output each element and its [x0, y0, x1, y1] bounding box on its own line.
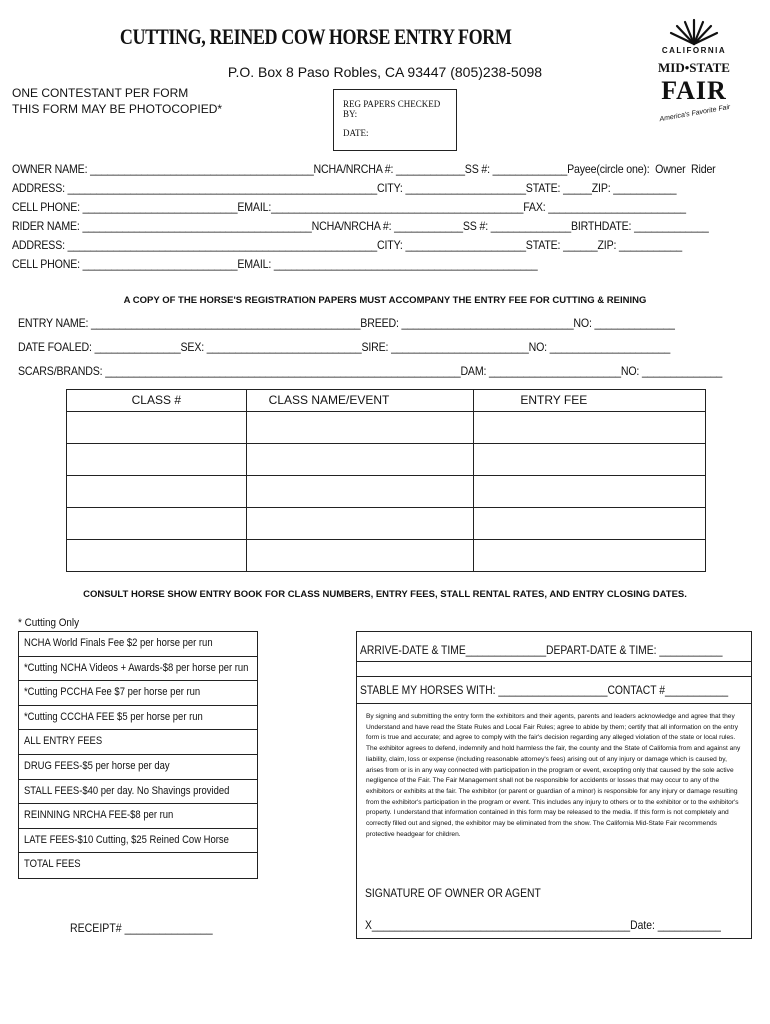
- fee-item[interactable]: [19, 706, 257, 731]
- arrive-depart-label: ARRIVE-DATE & TIME______________DEPART-DATE & TIME: ___________: [360, 643, 723, 657]
- class-name-cell[interactable]: [246, 444, 474, 476]
- fees-box: [18, 631, 258, 879]
- fee-item[interactable]: [19, 829, 257, 854]
- class-name-header: CLASS NAME/EVENT: [246, 390, 474, 412]
- fee-label: *Cutting PCCHA Fee $7 per horse per run: [24, 686, 201, 699]
- signature-line[interactable]: X_____________________________________________Date: ___________: [365, 918, 721, 932]
- fee-label: LATE FEES-$10 Cutting, $25 Reined Cow Horse: [24, 833, 229, 846]
- class-name-cell[interactable]: [246, 540, 474, 572]
- stable-contact-label: STABLE MY HORSES WITH: ___________________CONTACT #___________: [360, 683, 729, 697]
- entry-fee-cell[interactable]: [474, 476, 706, 508]
- consult-entry-book-notice: CONSULT HORSE SHOW ENTRY BOOK FOR CLASS NUMBERS, ENTRY FEES, STALL RENTAL RATES, AND ENTRY CLOSING DATES.: [83, 589, 687, 600]
- fee-label: *Cutting NCHA Videos + Awards-$8 per horse per run: [24, 661, 249, 674]
- class-number-cell[interactable]: [67, 412, 247, 444]
- class-name-cell[interactable]: [246, 412, 474, 444]
- table-row[interactable]: [67, 508, 706, 540]
- rider-name-line[interactable]: RIDER NAME: ________________________________________NCHA/NRCHA #: ____________SS #: ______________BIRTHDATE: _____________: [12, 219, 709, 233]
- entry-fee-header: ENTRY FEE: [474, 390, 706, 412]
- class-name-cell[interactable]: [246, 508, 474, 540]
- fee-item[interactable]: [19, 755, 257, 780]
- fee-label: ALL ENTRY FEES: [24, 735, 103, 748]
- class-number-cell[interactable]: [67, 476, 247, 508]
- owner-address-line[interactable]: ADDRESS: ______________________________________________________CITY: _____________________STATE: _____ZIP: ___________: [12, 181, 677, 195]
- rider-phone-line[interactable]: CELL PHONE: ___________________________EMAIL: ______________________________________________: [12, 257, 538, 271]
- fee-label: STALL FEES-$40 per day. No Shavings provided: [24, 784, 230, 797]
- one-contestant-note: ONE CONTESTANT PER FORM: [12, 86, 189, 100]
- form-title: CUTTING, REINED COW HORSE ENTRY FORM: [119, 24, 512, 49]
- logo-mid-state: MID•STATE: [658, 60, 730, 75]
- table-row[interactable]: [67, 444, 706, 476]
- entry-name-line[interactable]: ENTRY NAME: _______________________________________________BREED: ______________________________NO: ______________: [18, 316, 675, 330]
- class-number-cell[interactable]: [67, 540, 247, 572]
- fee-label: *Cutting CCCHA FEE $5 per horse per run: [24, 710, 203, 723]
- signature-label: SIGNATURE OF OWNER OR AGENT: [365, 888, 541, 900]
- class-number-header: CLASS #: [67, 390, 247, 412]
- table-header-row: [67, 390, 706, 412]
- photocopy-note: THIS FORM MAY BE PHOTOCOPIED*: [12, 102, 223, 116]
- logo-fair: FAIR: [661, 76, 727, 105]
- liability-agreement-text: By signing and submitting the entry form the exhibitors and their agents, parents and leaders acknowledge and agree that they Understand and have read the State Rules and Local Fair Rules; agree to abide by them; certify that all information on the entry form is true and accurate; and agree to comply with the fair's decision regarding any alleged violation of the state or local rules. The exhibitor agrees to defend, indemnify and hold harmless the fair, the county and the State of California from and against any liability, claim, loss or expense (including reasonable attorney's fees) arising out of any injury or damage which is caused by, arises from or is in any way connected with participation in the program or event, excepting only that caused by the sole active negligence of the Fair. The Fair Management shall not be responsible for accidents or losses that may occur to any of the exhibitors or exhibits at the fair. The exhibitor (or parent or guardian of a minor) is responsible for any injury or damage resulting from the exhibitor's participation in the program or event. This includes any injury to others or to the exhibitor or to the exhibitor's property. I understand that information contained in this form may be released to the media. If this form is not completely and correctly filled out and signed, the exhibitor may be eliminated from the show. The California Mid-State Fair recommends protective headgear for children.: [366, 713, 741, 838]
- class-number-cell[interactable]: [67, 508, 247, 540]
- entry-fee-cell[interactable]: [474, 444, 706, 476]
- table-row[interactable]: [67, 412, 706, 444]
- scars-brands-line[interactable]: SCARS/BRANDS: ______________________________________________________________DAM: _______________________NO: ______________: [18, 364, 723, 378]
- class-entry-table: [66, 389, 706, 572]
- reg-papers-box: [333, 89, 457, 151]
- agreement-box: [356, 631, 752, 939]
- date-foaled-line[interactable]: DATE FOALED: _______________SEX: ___________________________SIRE: ________________________NO: _____________________: [18, 340, 671, 354]
- fee-label: NCHA World Finals Fee $2 per horse per run: [24, 637, 213, 649]
- logo-california: CALIFORNIA: [661, 46, 727, 55]
- owner-phone-line[interactable]: CELL PHONE: ___________________________EMAIL:____________________________________________FAX: ________________________: [12, 200, 686, 214]
- fair-address: P.O. Box 8 Paso Robles, CA 93447 (805)238-5098: [227, 64, 543, 80]
- reg-date-label: DATE:: [343, 128, 369, 138]
- reg-papers-label: REG PAPERS CHECKED BY:: [343, 99, 441, 119]
- fee-label: DRUG FEES-$5 per horse per day: [24, 759, 170, 772]
- fee-label: TOTAL FEES: [24, 858, 81, 871]
- class-name-cell[interactable]: [246, 476, 474, 508]
- fee-item[interactable]: [19, 632, 257, 657]
- fee-item[interactable]: [19, 657, 257, 682]
- owner-name-line[interactable]: OWNER NAME: _______________________________________NCHA/NRCHA #: ____________SS #: _____________Payee(circle one): Owner Rider: [12, 162, 716, 176]
- logo-mid: MID: [658, 60, 685, 75]
- fee-item[interactable]: [19, 853, 257, 878]
- entry-fee-cell[interactable]: [474, 540, 706, 572]
- mid-state-fair-logo: [648, 14, 740, 132]
- table-row[interactable]: [67, 540, 706, 572]
- registration-copy-notice: A COPY OF THE HORSE'S REGISTRATION PAPERS MUST ACCOMPANY THE ENTRY FEE FOR CUTTING & REINING: [123, 295, 647, 306]
- entry-fee-cell[interactable]: [474, 412, 706, 444]
- fee-label: REINNING NRCHA FEE-$8 per run: [24, 809, 174, 822]
- logo-tagline: America's Favorite Fair: [659, 103, 731, 124]
- stable-contact-row[interactable]: [357, 676, 751, 704]
- fee-item[interactable]: [19, 780, 257, 805]
- arrive-depart-row[interactable]: [357, 632, 751, 662]
- entry-fee-cell[interactable]: [474, 508, 706, 540]
- class-number-cell[interactable]: [67, 444, 247, 476]
- cutting-only-note: * Cutting Only: [18, 617, 80, 629]
- fee-item[interactable]: [19, 804, 257, 829]
- logo-state: STATE: [689, 60, 730, 75]
- fee-item[interactable]: [19, 681, 257, 706]
- rider-address-line[interactable]: ADDRESS: ______________________________________________________CITY: _____________________STATE: ______ZIP: ___________: [12, 238, 683, 252]
- receipt-line[interactable]: RECEIPT# _______________: [70, 921, 213, 935]
- table-row[interactable]: [67, 476, 706, 508]
- fee-item[interactable]: [19, 730, 257, 755]
